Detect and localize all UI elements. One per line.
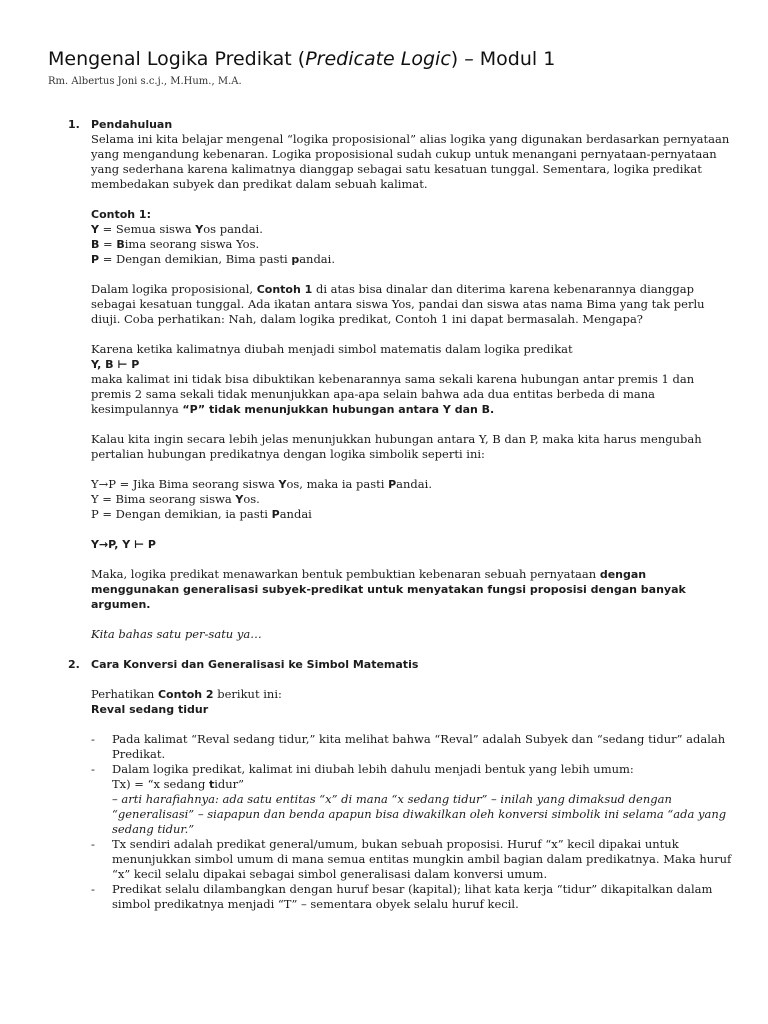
section-heading: Pendahuluan [91, 118, 173, 131]
paragraph: maka kalimat ini tidak bisa dibuktikan kebenarannya sama sekali karena hubungan antar premis 1 dan premis 2 sama sekali tidak menunjukkan apa-apa selain bahwa ada dua entitas berbeda di mana kesimpulannya “P” tidak menunjukkan hubungan antara Y dan B. [91, 372, 695, 416]
closing-remark: Kita bahas satu per-satu ya… [91, 627, 262, 641]
intro-paragraph: Selama ini kita belajar mengenal “logika proposisional” alias logika yang digunakan berdasarkan pernyataan yang mengandung kebenaran. Logika proposisional sudah cukup untuk menangani pernyataan-pernyataan yang sederhana karena kalimatnya dianggap sebagai satu kesatuan tunggal. Sementara, logika predikat membedakan subyek dan predikat dalam sebuah kalimat. [91, 132, 730, 191]
list-item: - Tx sendiri adalah predikat general/umum, bukan sebuah proposisi. Huruf “x” kecil dipakai untuk menunjukkan simbol umum di mana semua entitas mungkin ambil bagian dalam predikatnya. Maka huruf “x” kecil selalu dipakai sebagai simbol generalisasi dalam konversi umum. [91, 837, 732, 881]
title-italic-text: Predicate Logic [305, 48, 451, 70]
example-line: B = Bima seorang siswa Yos. [91, 237, 260, 251]
paragraph: Karena ketika kalimatnya diubah menjadi simbol matematis dalam logika predikat [91, 342, 573, 356]
list-item: - Dalam logika predikat, kalimat ini diubah lebih dahulu menjadi bentuk yang lebih umum: Tx) = “x sedang tidur” – arti harafiahnya: ada satu entitas “x” di mana “x sedang tidur” – inilah yang dimaksud dengan “generalisasi” – siapapun dan benda apapun bisa diwakilkan oleh konversi simbolik ini selama “ada yang sedang tidur.” [91, 762, 727, 836]
title-text: Mengenal Logika Predikat ( [48, 48, 306, 70]
document-title [48, 47, 555, 71]
contoh-reference: Contoh 2 [157, 688, 214, 701]
section-pendahuluan [68, 117, 732, 657]
list-item: - Predikat selalu dilambangkan dengan huruf besar (kapital); lihat kata kerja “tidur” dikapitalkan dalam simbol predikatnya menjadi “T” – sementara obyek selalu huruf kecil. [91, 882, 713, 911]
section-number: 2. [68, 658, 80, 671]
list-item: - Pada kalimat “Reval sedang tidur,” kita melihat bahwa “Reval” adalah Subyek dan “sedang tidur” adalah Predikat. [91, 732, 726, 761]
example-line: P = Dengan demikian, Bima pasti pandai. [91, 252, 336, 266]
section-number: 1. [68, 118, 80, 131]
example-line: Y = Bima seorang siswa Yos. [91, 492, 260, 506]
example-line: Y→P = Jika Bima seorang siswa Yos, maka ia pasti Pandai. [91, 477, 432, 491]
example-sentence: Reval sedang tidur [91, 703, 209, 716]
formula: Y, B ⊢ P [91, 358, 140, 371]
author-line: Rm. Albertus Joni s.c.j., M.Hum., M.A. [48, 76, 242, 87]
example-heading: Contoh 1: [91, 208, 151, 221]
formula: Y→P, Y ⊢ P [91, 538, 156, 551]
paragraph: Dalam logika proposisional, Contoh 1 di atas bisa dinalar dan diterima karena kebenarannya dianggap sebagai kesatuan tunggal. Ada ikatan antara siswa Yos, pandai dan siswa atas nama Bima yang tak perlu diuji. Coba perhatikan: Nah, dalam logika predikat, Contoh 1 ini dapat bermasalah. Mengapa? [91, 282, 705, 326]
example-line: Y = Semua siswa Yos pandai. [91, 222, 263, 236]
title-suffix-text: ) – Modul 1 [450, 48, 556, 70]
section-konversi [68, 657, 732, 912]
paragraph: Perhatikan Contoh 2 berikut ini: [91, 687, 282, 701]
paragraph: Maka, logika predikat menawarkan bentuk pembuktian kebenaran sebuah pernyataan dengan menggunakan generalisasi subyek-predikat untuk menyatakan fungsi proposisi dengan banyak argumen. [91, 567, 686, 611]
emphasis: dengan menggunakan generalisasi subyek-predikat untuk menyatakan fungsi proposisi dengan banyak argumen. [91, 568, 686, 611]
contoh-reference: Contoh 1 [256, 283, 313, 296]
paragraph: Kalau kita ingin secara lebih jelas menunjukkan hubungan antara Y, B dan P, maka kita harus mengubah pertalian hubungan predikatnya dengan logika simbolik seperti ini: [91, 432, 702, 461]
document-body [68, 117, 732, 912]
bullet-list [91, 732, 732, 912]
emphasis: “P” tidak menunjukkan hubungan antara Y dan B. [182, 403, 495, 416]
section-heading: Cara Konversi dan Generalisasi ke Simbol Matematis [91, 658, 419, 671]
example-line: P = Dengan demikian, ia pasti Pandai [91, 507, 312, 521]
